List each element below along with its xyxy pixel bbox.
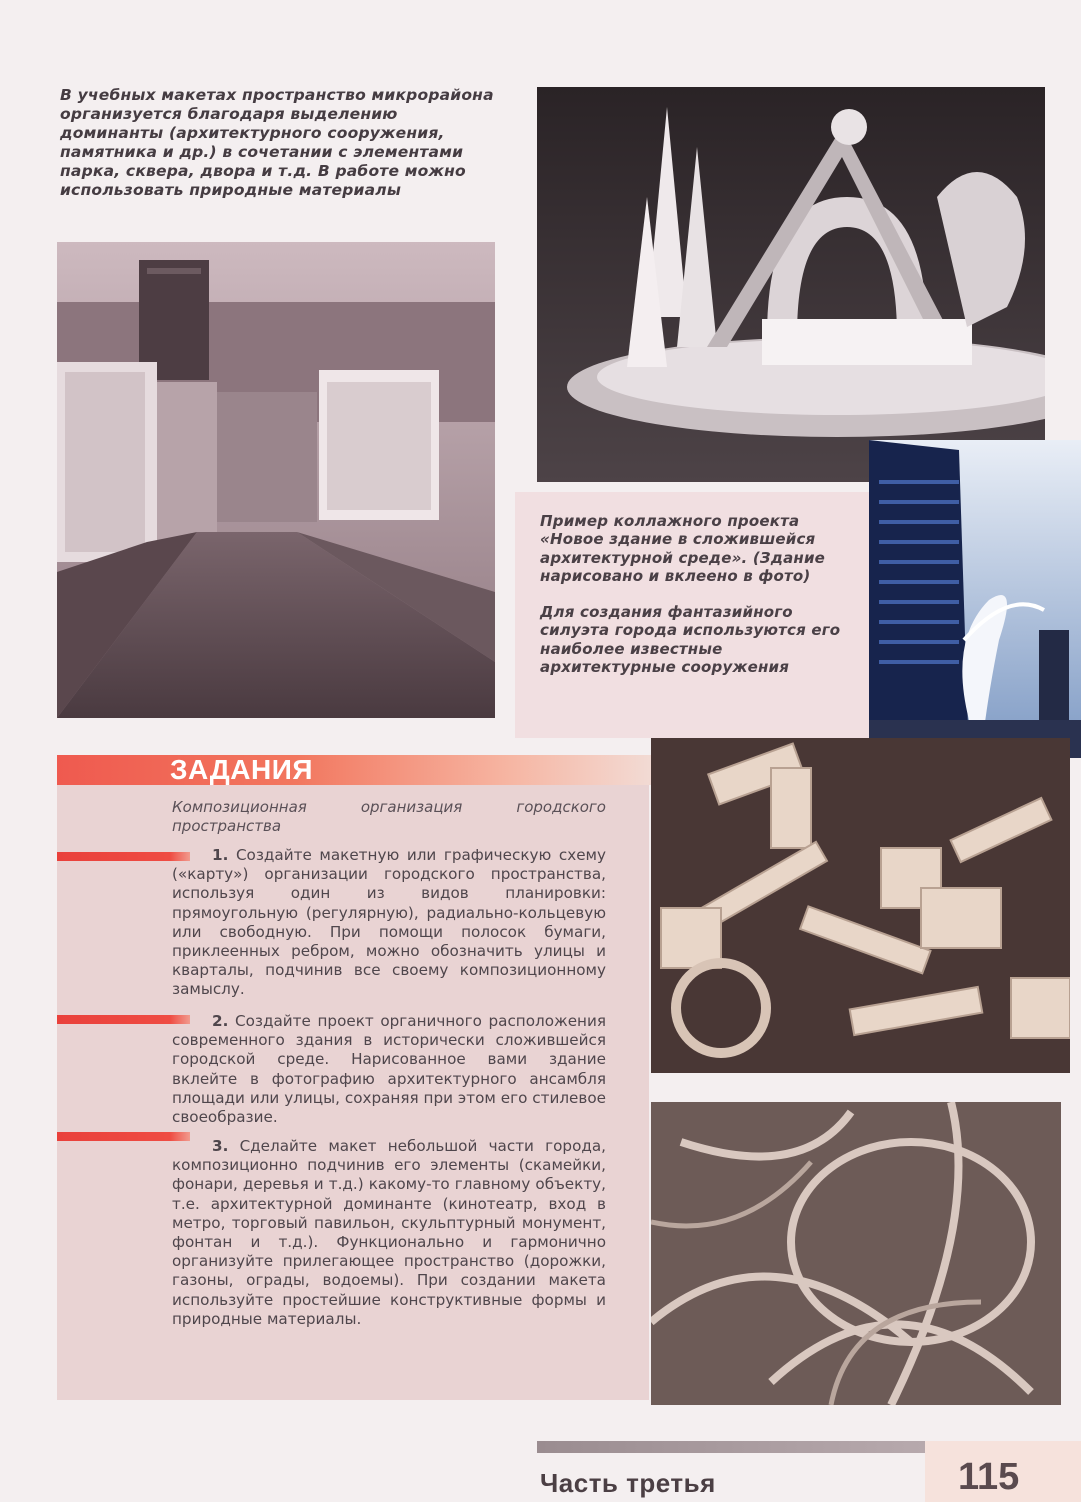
tasks-subtitle: Композиционная организация городского пространства [172, 798, 606, 835]
tasks-title: ЗАДАНИЯ [170, 754, 313, 785]
task-1-number: 1. [212, 846, 229, 864]
task-1-text: Создайте макетную или графическую схему («карту») организации городского пространства, используя один из видов планировки: прямоугольную (регулярную), радиально-кольцевую или свободную. При помощи полосок бумаги, приклеенных ребром, можно обозначить улицы и кварталы, подчинив все своему композиционному замыслу. [172, 846, 607, 999]
task-3-text: Сделайте макет небольшой части города, композиционно подчинив его элементы (скамейки, фонари, деревья и т.д.) какому-то главному объекту, т.е. архитектурной доминанте (кинотеатр, вход в метро, торговый павильон, скульптурный монумент, фонтан и т.д.). Функционально и гармонично организуйте прилегающее пространство (дорожки, газоны, ограды, водоемы). При создании макета используйте простейшие конструктивные формы и природные материалы. [172, 1137, 606, 1328]
silhouette-caption: Для создания фантазийного силуэта города используются его наиболее известные архитектурные сооружения [540, 603, 841, 677]
task-1-marker [57, 852, 190, 861]
ribbon-model-photo [651, 1102, 1061, 1405]
footer-rule [537, 1441, 925, 1453]
task-2-number: 2. [212, 1012, 229, 1030]
part-label: Часть третья [540, 1468, 716, 1498]
tasks-header-bar [57, 755, 657, 785]
task-3-marker [57, 1132, 190, 1141]
task-2-text: Создайте проект органичного расположения современного здания в исторически сложившейся городской среде. Нарисованное вами здание вклейте в фотографию архитектурного ансамбля площади или улицы, сохраняя при этом его стилевое своеобразие. [172, 1012, 606, 1127]
top-caption: В учебных макетах пространство микрорайона организуется благодаря выделению доминанты (архитектурного сооружения, памятника и др.) в сочетании с элементами парка, сквера, двора и т.д. В работе можно использовать природные материалы [60, 86, 494, 199]
task-3-number: 3. [212, 1137, 229, 1155]
tower-collage-photo [869, 440, 1081, 758]
task-2 [172, 1012, 606, 1127]
collage-caption: Пример коллажного проекта «Новое здание в сложившейся архитектурной среде». (Здание нарисовано и вклеено в фото) [540, 512, 826, 585]
city-aerial-photo [57, 242, 495, 718]
block-model-photo [651, 738, 1070, 1073]
page-number: 115 [958, 1456, 1020, 1498]
task-2-marker [57, 1015, 190, 1024]
mid-captions [540, 512, 845, 676]
task-3 [172, 1137, 606, 1329]
task-1 [172, 846, 606, 1000]
paper-model-photo [537, 87, 1045, 482]
